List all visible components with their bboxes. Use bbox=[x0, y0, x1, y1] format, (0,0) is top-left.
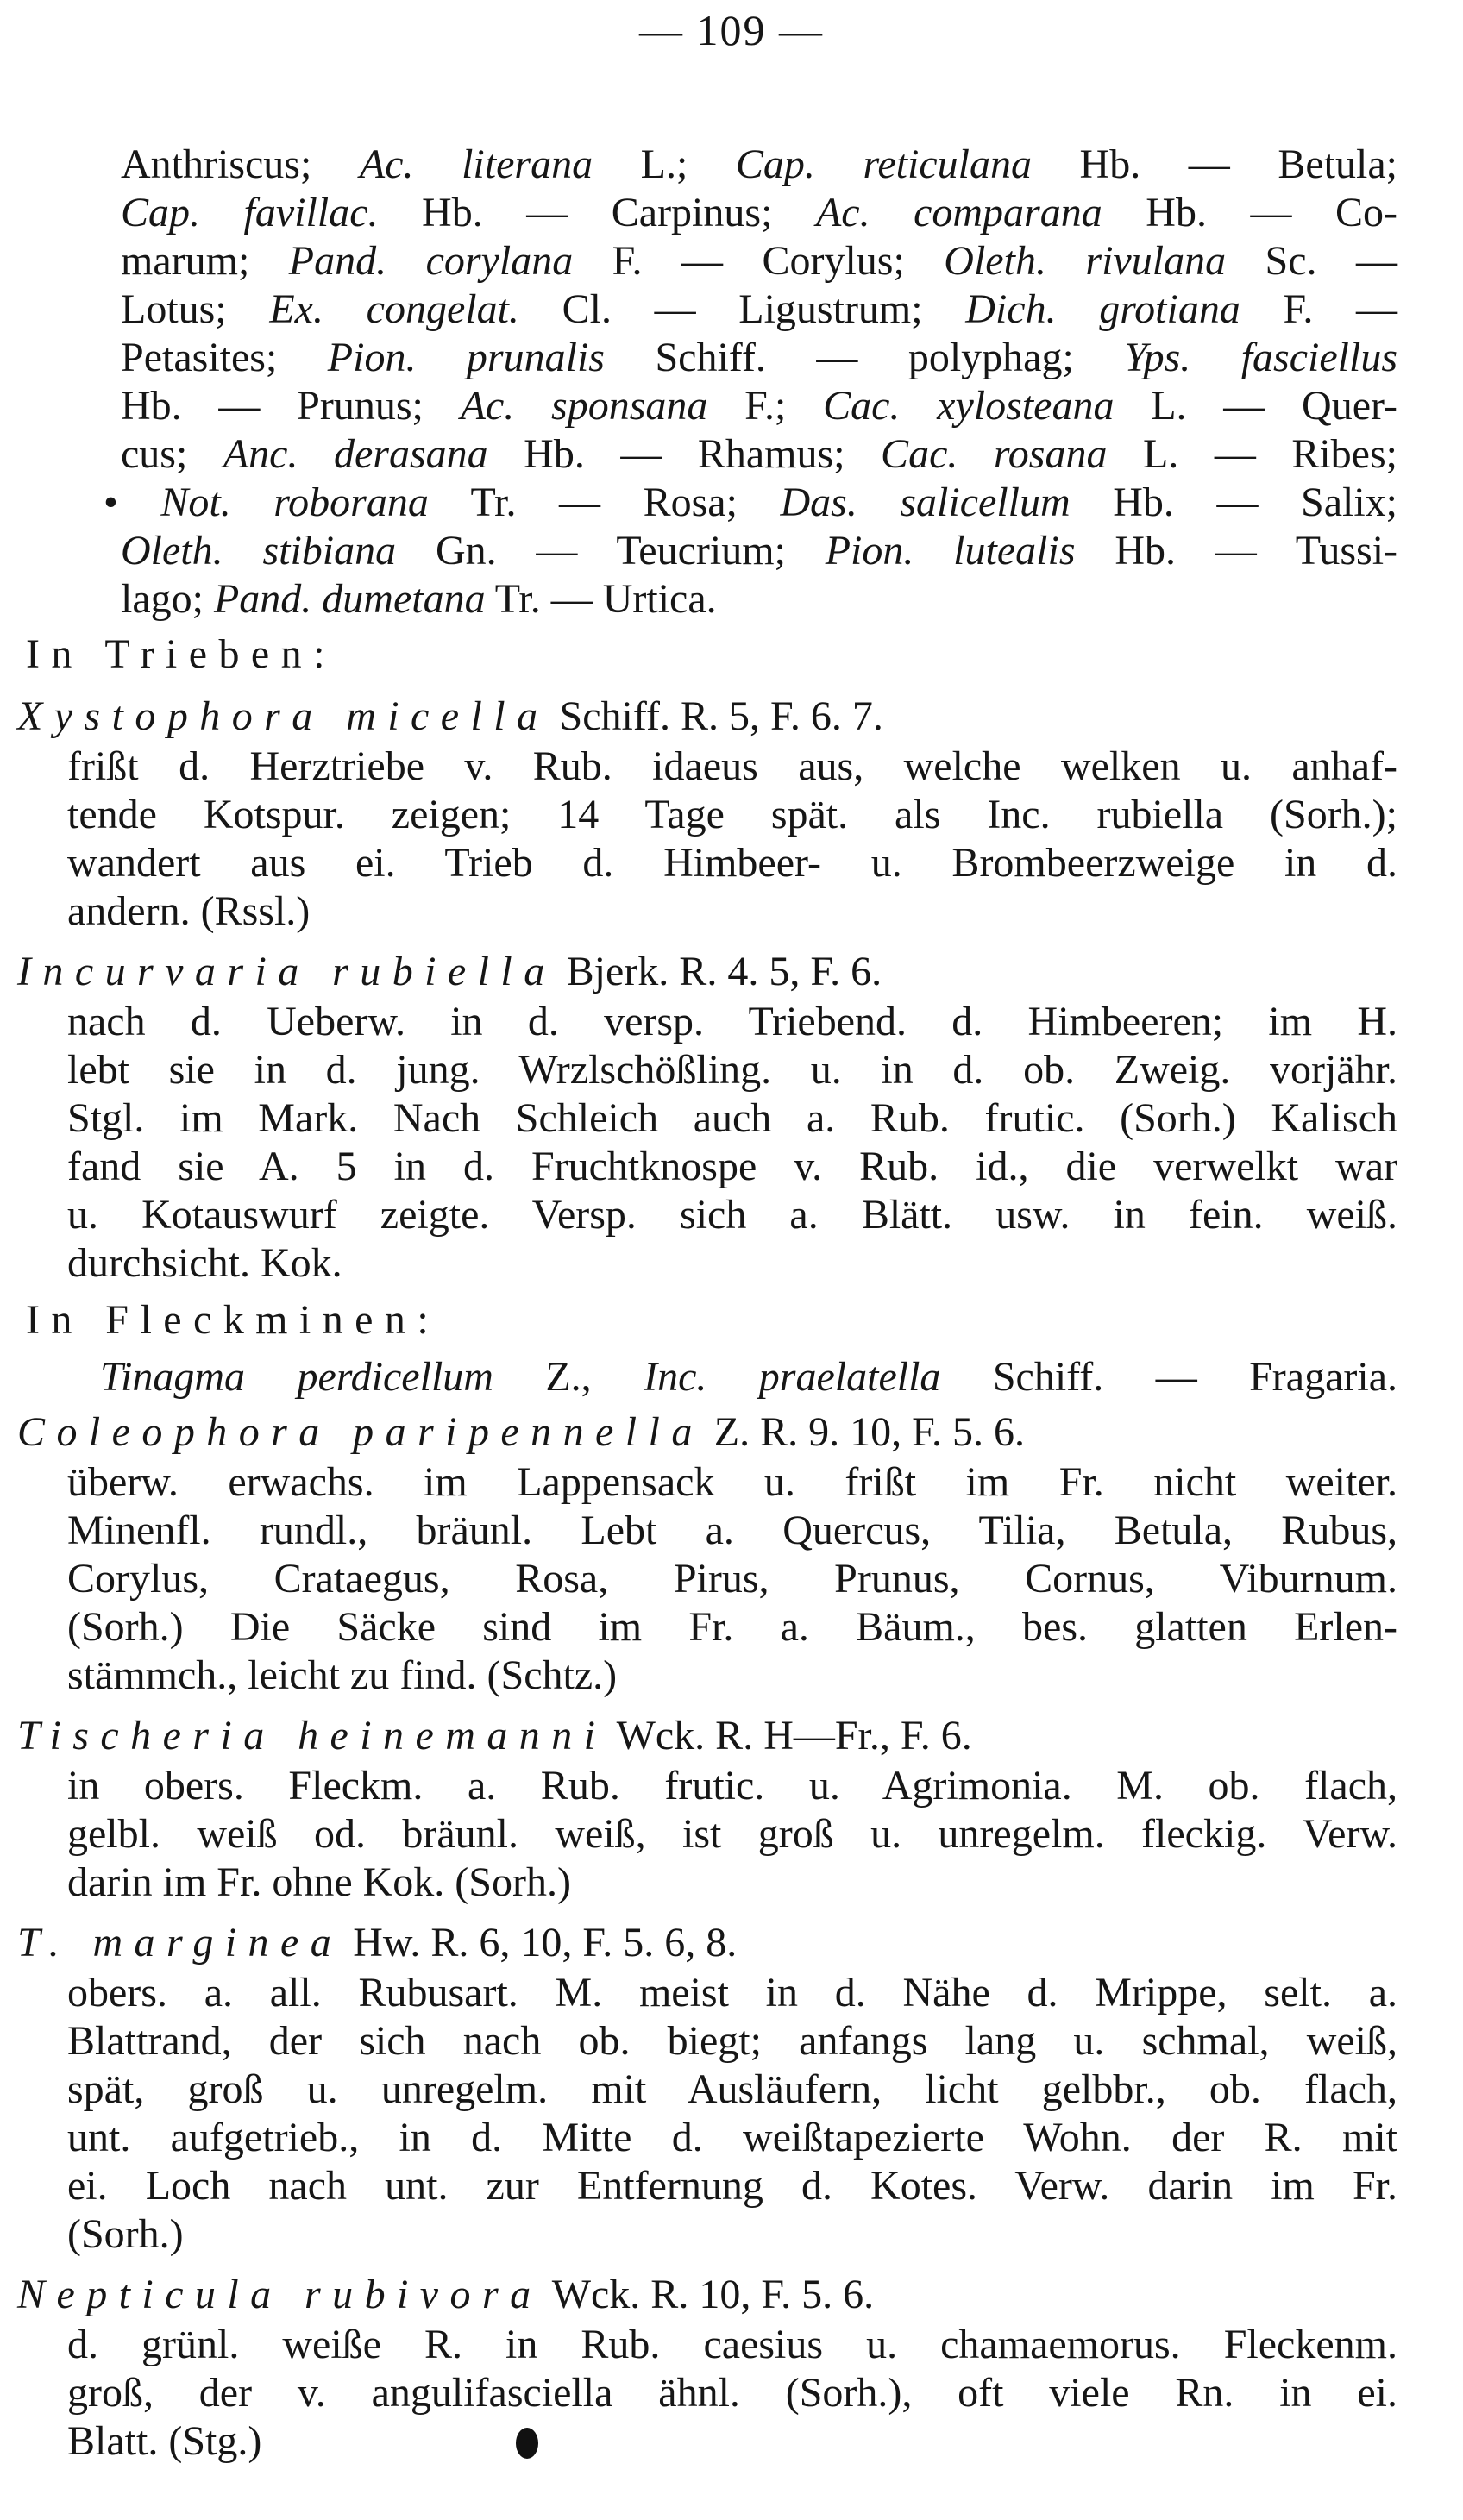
text-run: Anthriscus; bbox=[121, 141, 360, 187]
italic-run: Pand. corylana bbox=[288, 238, 574, 284]
italic-run: Anc. derasana bbox=[223, 431, 488, 477]
italic-run: Coleophora paripennella bbox=[17, 1409, 704, 1455]
italic-run: Das. salicellum bbox=[780, 480, 1071, 525]
text-run: Hb. — Co- bbox=[1102, 190, 1397, 235]
text-line bbox=[67, 1649, 617, 1702]
text-line bbox=[67, 2063, 1397, 2116]
text-line bbox=[67, 1759, 1397, 1813]
text-run: cus; bbox=[121, 431, 223, 477]
text-run: Lotus; bbox=[121, 286, 270, 332]
text-run: In Trieben bbox=[26, 631, 314, 677]
text-run: ei. Loch nach unt. zur Entfernung d. Kotes. Verw. darin im Fr. bbox=[67, 2163, 1397, 2209]
text-line bbox=[67, 2111, 1397, 2165]
text-run: lago; bbox=[121, 576, 214, 622]
italic-run: Ac. literana bbox=[359, 141, 593, 187]
italic-run: Tinagma perdicellum bbox=[100, 1354, 493, 1400]
text-line bbox=[121, 235, 1397, 288]
text-line bbox=[121, 138, 1397, 191]
italic-run: Ex. congelat. bbox=[269, 286, 519, 332]
text-run: Wck. R. H—Fr., F. 6. bbox=[606, 1713, 972, 1758]
text-run: wandert aus ei. Trieb d. Himbeer- u. Brombeerzweige in d. bbox=[67, 840, 1397, 886]
text-line bbox=[121, 379, 1397, 433]
text-line bbox=[67, 1601, 1397, 1654]
text-run: darin im Fr. ohne Kok. (Sorh.) bbox=[67, 1859, 571, 1905]
text-run: Schiff. R. 5, F. 6. 7. bbox=[549, 693, 883, 739]
text-line bbox=[67, 1966, 1397, 2020]
italic-run: Ac. comparana bbox=[815, 190, 1102, 235]
text-run: Hb. — Prunus; bbox=[121, 383, 461, 429]
text-line bbox=[67, 788, 1397, 842]
text-run: nach d. Ueberw. in d. versp. Triebend. d. Himbeeren; im H. bbox=[67, 999, 1397, 1044]
text-line bbox=[67, 1140, 1397, 1194]
text-run: Wck. R. 10, F. 5. 6. bbox=[542, 2272, 875, 2317]
italic-run: Cap. reticulana bbox=[735, 141, 1032, 187]
text-run: F. — bbox=[1240, 286, 1398, 332]
text-line bbox=[17, 945, 882, 999]
text-run: Hw. R. 6, 10, F. 5. 6, 8. bbox=[342, 1920, 738, 1965]
italic-run: Tischeria heinemanni bbox=[17, 1713, 607, 1758]
text-run: L. — Quer- bbox=[1114, 383, 1398, 429]
text-line bbox=[67, 1044, 1397, 1097]
ink-blot bbox=[516, 2428, 538, 2459]
text-line bbox=[67, 1188, 1397, 1242]
text-run: gelbl. weiß od. bräunl. weiß, ist groß u. unregelm. fleckig. Verw. bbox=[67, 1811, 1397, 1857]
text-line bbox=[67, 837, 1397, 890]
text-run: d. grünl. weiße R. in Rub. caesius u. chamaemorus. Fleckenm. bbox=[67, 2322, 1397, 2367]
text-run: fand sie A. 5 in d. Fruchtknospe v. Rub. id., die verwelkt war bbox=[67, 1144, 1397, 1189]
text-run: Sc. — bbox=[1226, 238, 1398, 284]
text-line bbox=[67, 1092, 1397, 1145]
text-line bbox=[17, 1916, 737, 1970]
text-line bbox=[67, 885, 310, 938]
text-line bbox=[67, 2208, 184, 2261]
italic-run: Pion. lutealis bbox=[825, 528, 1076, 574]
text-line bbox=[121, 573, 717, 626]
italic-run: Inc. praelatella bbox=[644, 1354, 941, 1400]
text-run: : bbox=[313, 631, 325, 677]
text-run: Stgl. im Mark. Nach Schleich auch a. Rub. frutic. (Sorh.) Kalisch bbox=[67, 1095, 1397, 1141]
text-run: groß, der v. angulifasciella ähnl. (Sorh.), oft viele Rn. in ei. bbox=[67, 2370, 1397, 2416]
text-run: L.; bbox=[593, 141, 736, 187]
text-run: andern. (Rssl.) bbox=[67, 888, 311, 934]
text-line bbox=[121, 283, 1397, 336]
text-run: Bjerk. R. 4. 5, F. 6. bbox=[556, 949, 882, 994]
italic-run: Incurvaria rubiella bbox=[17, 949, 556, 994]
text-run: Corylus, Crataegus, Rosa, Pirus, Prunus, Cornus, Viburnum. bbox=[67, 1556, 1397, 1602]
italic-run: Yps. fasciellus bbox=[1124, 335, 1398, 380]
text-run: frißt d. Herztriebe v. Rub. idaeus aus, welche welken u. anhaf- bbox=[67, 743, 1397, 789]
italic-run: Oleth. stibiana bbox=[121, 528, 397, 574]
text-line bbox=[17, 1709, 972, 1763]
text-run: Hb. — Rhamus; bbox=[487, 431, 882, 477]
text-run: Cl. — Ligustrum; bbox=[518, 286, 966, 332]
text-run: Petasites; bbox=[121, 335, 328, 380]
text-line bbox=[26, 1294, 429, 1347]
text-run: (Sorh.) Die Säcke sind im Fr. a. Bäum., bes. glatten Erlen- bbox=[67, 1604, 1397, 1650]
text-run: Blatt. (Stg.) bbox=[67, 2418, 262, 2464]
italic-run: Not. roborana bbox=[160, 480, 429, 525]
text-line bbox=[67, 740, 1397, 793]
text-run: In Fleckminen bbox=[26, 1297, 418, 1343]
text-run: stämmch., leicht zu find. (Schtz.) bbox=[67, 1652, 618, 1698]
text-run: L. — Ribes; bbox=[1107, 431, 1397, 477]
text-run: Hb. — Salix; bbox=[1070, 480, 1398, 525]
text-run: obers. a. all. Rubusart. M. meist in d. Nähe d. Mrippe, selt. a. bbox=[67, 1970, 1397, 2015]
text-run: (Sorh.) bbox=[67, 2211, 184, 2257]
text-run: Blattrand, der sich nach ob. biegt; anfangs lang u. schmal, weiß, bbox=[67, 2018, 1397, 2064]
text-line bbox=[67, 1237, 342, 1290]
italic-run: Oleth. rivulana bbox=[944, 238, 1227, 284]
text-run: F.; bbox=[707, 383, 824, 429]
text-run: Hb. — Betula; bbox=[1031, 141, 1397, 187]
italic-run: Dich. grotiana bbox=[965, 286, 1240, 332]
text-run: : bbox=[417, 1297, 429, 1343]
text-line bbox=[104, 476, 1397, 530]
italic-run: Cap. favillac. bbox=[121, 190, 379, 235]
italic-run: Pion. prunalis bbox=[327, 335, 605, 380]
text-line bbox=[100, 1351, 1397, 1404]
italic-run: Nepticula rubivora bbox=[17, 2272, 543, 2317]
italic-run: Xystophora micella bbox=[17, 693, 549, 739]
italic-run: Cac. rosana bbox=[881, 431, 1108, 477]
text-run: Schiff. — Fragaria. bbox=[940, 1354, 1398, 1400]
text-line bbox=[67, 2160, 1397, 2213]
text-line bbox=[67, 2415, 261, 2468]
text-line bbox=[17, 2268, 874, 2322]
text-line bbox=[121, 331, 1397, 385]
text-run: tende Kotspur. zeigen; 14 Tage spät. als Inc. rubiella (Sorh.); bbox=[67, 792, 1397, 837]
text-line bbox=[67, 2015, 1397, 2068]
text-line bbox=[121, 186, 1397, 240]
text-run: marum; bbox=[121, 238, 289, 284]
text-line bbox=[121, 428, 1397, 481]
text-run: Gn. — Teucrium; bbox=[396, 528, 826, 574]
text-run: überw. erwachs. im Lappensack u. frißt im Fr. nicht weiter. bbox=[67, 1459, 1397, 1505]
text-line bbox=[17, 690, 883, 743]
text-line bbox=[67, 2366, 1397, 2420]
text-run: • bbox=[104, 480, 161, 525]
text-run: durchsicht. Kok. bbox=[67, 1240, 342, 1286]
text-run: Minenfl. rundl., bräunl. Lebt a. Quercus, Tilia, Betula, Rubus, bbox=[67, 1508, 1397, 1553]
text-run: Z. R. 9. 10, F. 5. 6. bbox=[703, 1409, 1025, 1455]
text-line bbox=[67, 2318, 1397, 2372]
text-run: Hb. — Tussi- bbox=[1075, 528, 1398, 574]
page-number: — 109 — bbox=[639, 6, 824, 54]
text-run: unt. aufgetrieb., in d. Mitte d. weißtapezierte Wohn. der R. mit bbox=[67, 2115, 1397, 2160]
text-run: u. Kotauswurf zeigte. Versp. sich a. Blätt. usw. in fein. weiß. bbox=[67, 1192, 1397, 1238]
italic-run: Cac. xylosteana bbox=[823, 383, 1115, 429]
text-line bbox=[67, 995, 1397, 1049]
italic-run: T. marginea bbox=[17, 1920, 343, 1965]
text-line bbox=[26, 628, 324, 681]
text-line bbox=[67, 1856, 571, 1909]
text-line bbox=[67, 1456, 1397, 1509]
text-run: Z., bbox=[493, 1354, 644, 1400]
text-line bbox=[17, 1406, 1025, 1459]
text-line bbox=[121, 524, 1397, 578]
text-line bbox=[67, 1808, 1397, 1861]
text-run: in obers. Fleckm. a. Rub. frutic. u. Agrimonia. M. ob. flach, bbox=[67, 1763, 1397, 1809]
text-run: Tr. — Urtica. bbox=[485, 576, 717, 622]
text-line bbox=[67, 1504, 1397, 1558]
text-run: F. — Corylus; bbox=[573, 238, 945, 284]
italic-run: Ac. sponsana bbox=[460, 383, 708, 429]
text-run: Tr. — Rosa; bbox=[428, 480, 781, 525]
text-run: lebt sie in d. jung. Wrzlschößling. u. in d. ob. Zweig. vorjähr. bbox=[67, 1047, 1397, 1093]
text-run: Schiff. — polyphag; bbox=[604, 335, 1125, 380]
text-run: spät, groß u. unregelm. mit Ausläufern, licht gelbbr., ob. flach, bbox=[67, 2066, 1397, 2112]
text-line bbox=[67, 1552, 1397, 1606]
italic-run: Pand. dumetana bbox=[213, 576, 486, 622]
text-run: Hb. — Carpinus; bbox=[378, 190, 816, 235]
